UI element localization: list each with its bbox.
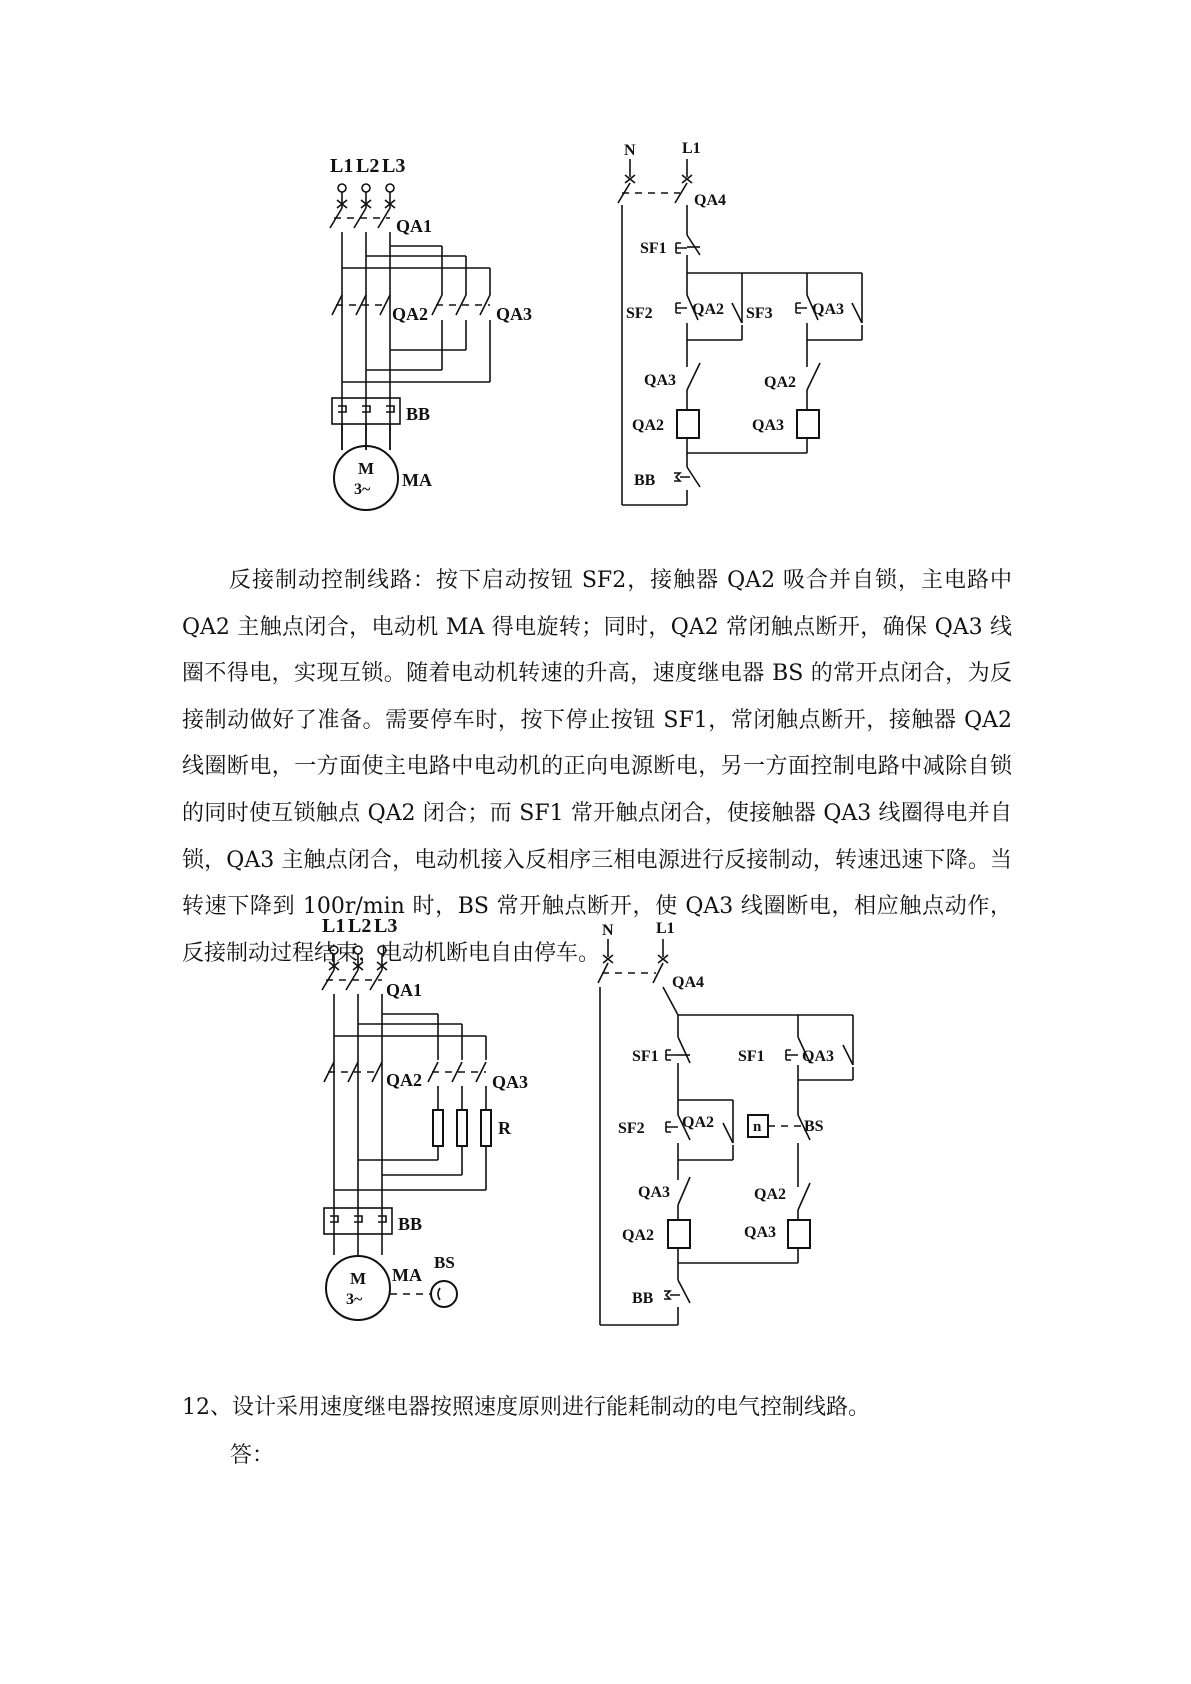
label-QA2-coil: QA2: [632, 417, 664, 434]
label-QA3: QA3: [492, 1072, 528, 1092]
label-BS: BS: [434, 1253, 455, 1272]
label-QA2: QA2: [386, 1070, 422, 1090]
label-R: R: [498, 1118, 511, 1138]
label-L1: L1: [656, 920, 675, 937]
label-MA: MA: [392, 1265, 422, 1285]
figure1-main-circuit: [330, 150, 590, 570]
label-QA3-hold: QA3: [812, 301, 844, 318]
label-SF1-no: SF1: [738, 1048, 765, 1065]
label-QA3-interlock: QA3: [644, 372, 676, 389]
label-L3: L3: [374, 915, 398, 937]
label-QA4: QA4: [672, 974, 704, 991]
label-L2: L2: [356, 155, 380, 177]
label-QA3-coil: QA3: [744, 1224, 776, 1241]
label-BB: BB: [406, 404, 431, 424]
question-12: 12、设计采用速度继电器按照速度原则进行能耗制动的电气控制线路。: [182, 1395, 870, 1420]
label-QA3-interlock: QA3: [638, 1184, 670, 1201]
figure2-main-circuit: [322, 910, 582, 1370]
label-QA3-coil: QA3: [752, 417, 784, 434]
label-QA4: QA4: [694, 192, 726, 209]
label-N: N: [602, 922, 614, 939]
label-QA2: QA2: [392, 304, 428, 324]
figure2-control-circuit: [602, 915, 938, 1365]
motor-phase: 3~: [354, 481, 371, 498]
label-QA2-coil: QA2: [622, 1227, 654, 1244]
label-L1: L1: [330, 155, 354, 177]
label-SF1-nc: SF1: [632, 1048, 659, 1065]
label-QA2-hold: QA2: [692, 301, 724, 318]
label-SF2: SF2: [618, 1120, 645, 1137]
label-BB: BB: [398, 1214, 423, 1234]
label-BS: BS: [804, 1118, 824, 1135]
explanation-paragraph: 反接制动控制线路：按下启动按钮 SF2，接触器 QA2 吸合并自锁，主电路中 QA2 主触点闭合，电动机 MA 得电旋转；同时，QA2 常闭触点断开，确保 QA3 线圈不得电，实现互锁。随着电动机转速的升高，速度继电器 BS 的常开点闭合，为反接制动做好了准备。需要停车时，按下停止按钮 SF1，常闭触点断开，接触器 QA2 线圈断电，一方面使主电路中电动机的正向电源断电，另一方面控制电路中减除自锁的同时使互锁触点 QA2 闭合；而 SF1 常开触点闭合，使接触器 QA3 线圈得电并自锁，QA3 主触点闭合，电动机接入反相序三相电源进行反接制动，转速迅速下降。当转速下降到 100r/min 时，BS 常开触点断开，使 QA3 线圈断电，相应触点动作，反接制动过程结束，电动机断电自由停车。: [182, 568, 1012, 966]
label-QA3: QA3: [496, 304, 532, 324]
label-QA1: QA1: [396, 216, 432, 236]
label-QA1: QA1: [386, 980, 422, 1000]
label-SF2: SF2: [626, 305, 653, 322]
label-L1: L1: [682, 140, 701, 157]
label-QA2-interlock: QA2: [764, 374, 796, 391]
label-QA3-hold: QA3: [802, 1048, 834, 1065]
label-L2: L2: [348, 915, 372, 937]
figure1-control-circuit: [622, 135, 942, 555]
motor-M: M: [358, 459, 375, 478]
motor-M: M: [350, 1269, 367, 1288]
label-MA: MA: [402, 470, 432, 490]
label-L1: L1: [322, 915, 346, 937]
label-SF1: SF1: [640, 240, 667, 257]
label-QA2-hold: QA2: [682, 1114, 714, 1131]
label-BB: BB: [632, 1290, 654, 1307]
speed-relay-n: n: [753, 1119, 762, 1135]
label-QA2-interlock: QA2: [754, 1186, 786, 1203]
label-BB: BB: [634, 472, 656, 489]
label-N: N: [624, 142, 636, 159]
label-L3: L3: [382, 155, 406, 177]
motor-phase: 3~: [346, 1291, 363, 1308]
label-SF3: SF3: [746, 305, 773, 322]
answer-label: 答：: [230, 1443, 275, 1468]
